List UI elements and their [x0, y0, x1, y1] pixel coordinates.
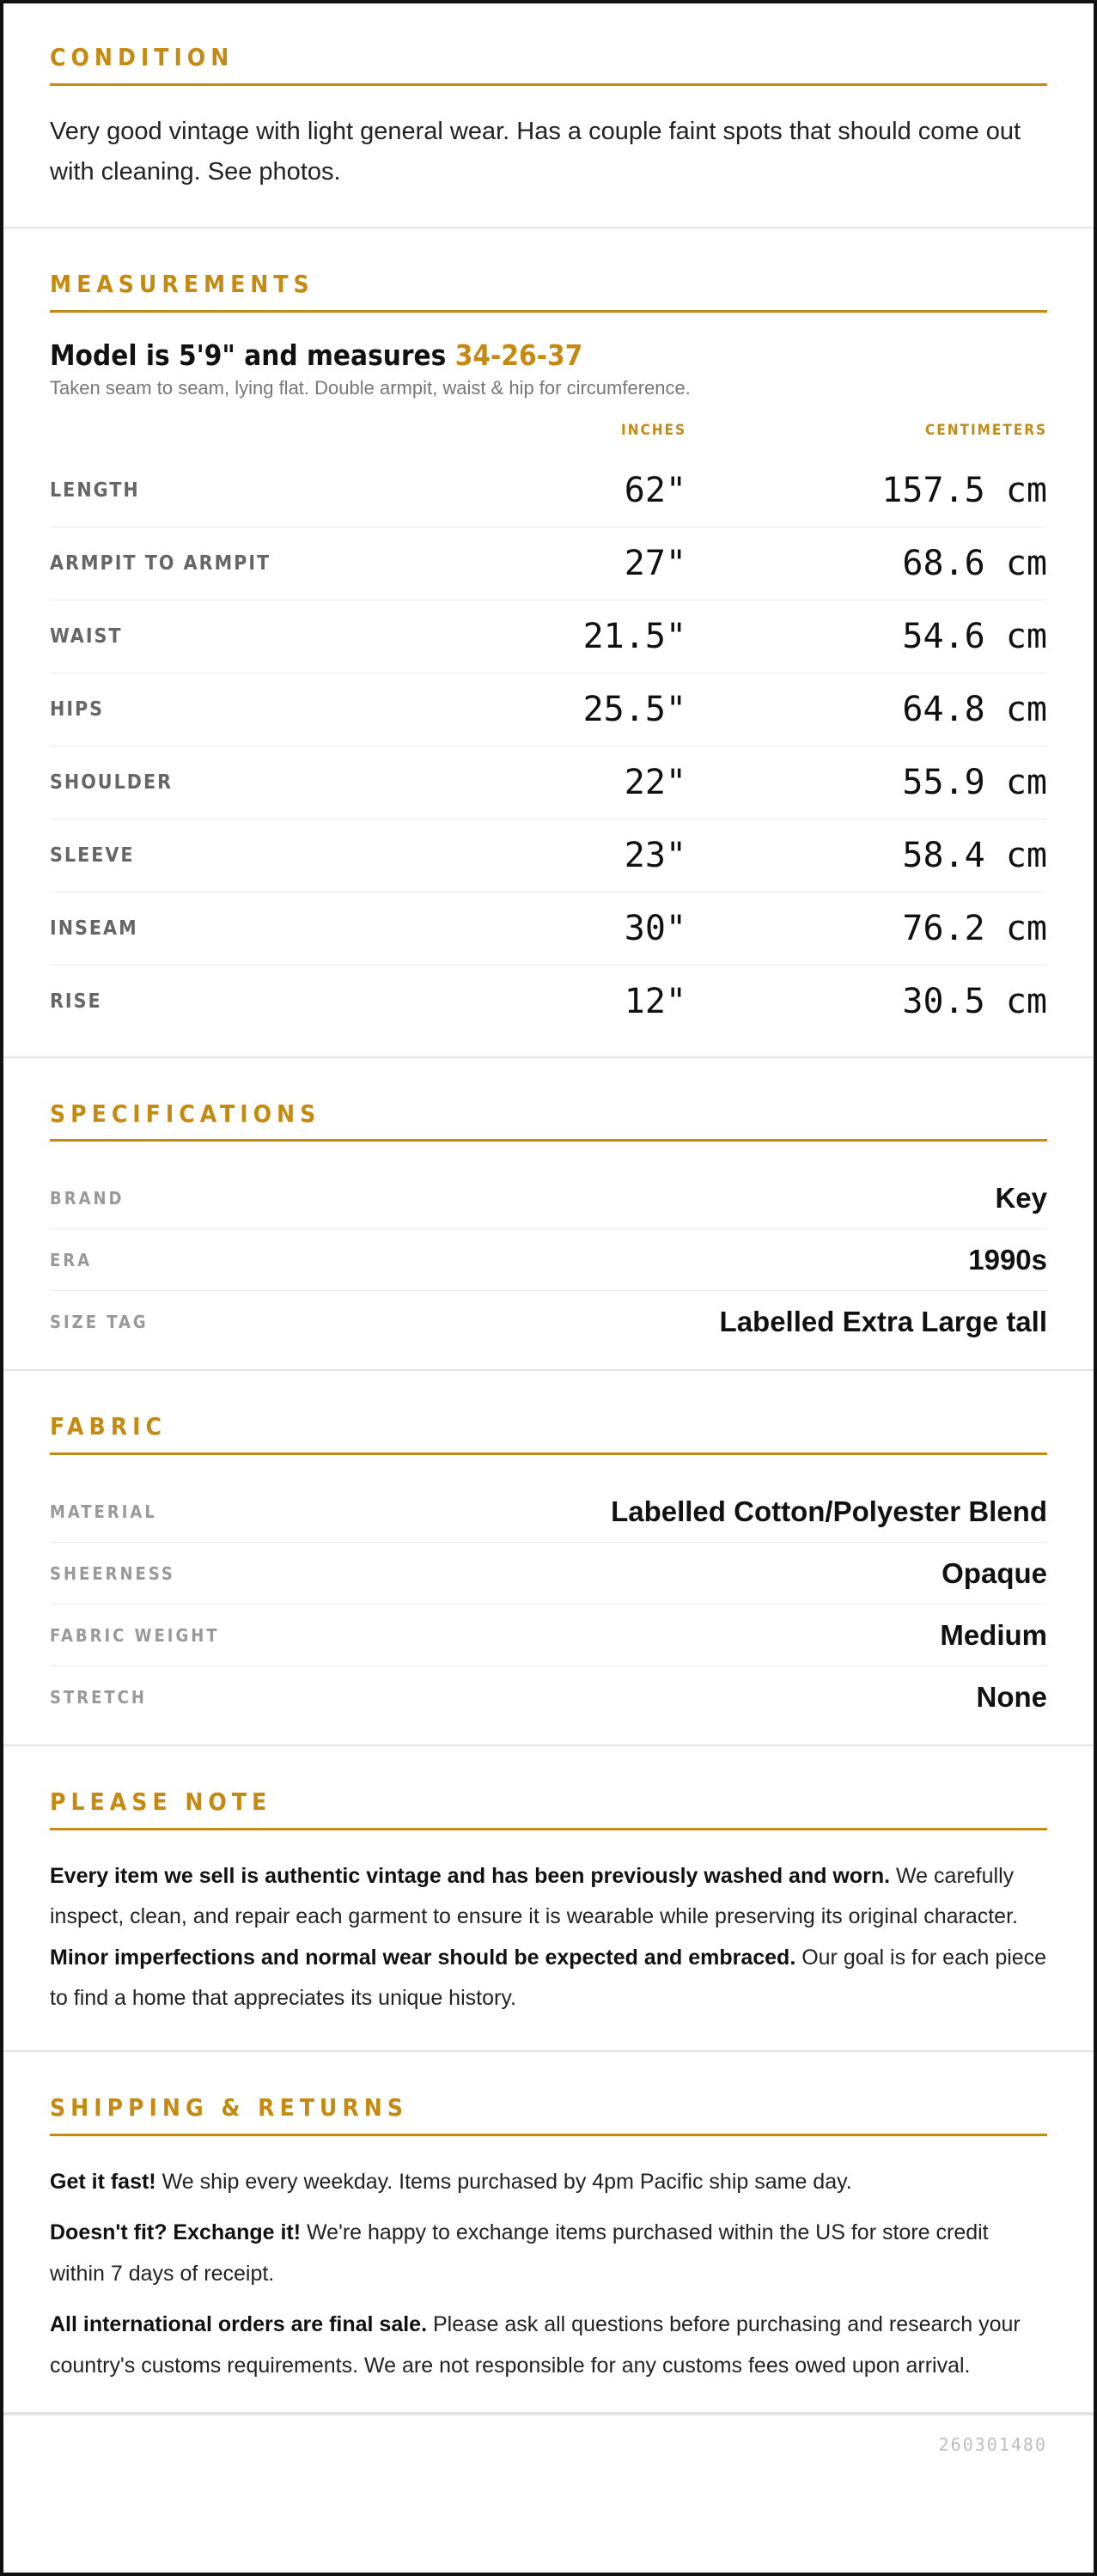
centimeters-column-header: CENTIMETERS: [925, 421, 1047, 439]
shipping-bold-1: Get it fast!: [50, 2169, 156, 2194]
measurement-row: [50, 965, 1047, 1038]
fabric-value: Labelled Cotton/Polyester Blend: [611, 1495, 1047, 1527]
measurement-label: SHOULDER: [50, 770, 174, 794]
measurement-row: [50, 454, 1047, 527]
measurement-cm: 64.8 cm: [902, 689, 1047, 729]
spec-key: BRAND: [50, 1187, 125, 1209]
spec-row: [50, 1291, 1047, 1352]
fabric-key: MATERIAL: [50, 1501, 157, 1522]
fabric-title: FABRIC: [50, 1414, 1047, 1455]
shipping-text-3: Please ask all questions before purchasing and research your country's customs requirements. We are not responsible for any customs fees owed upon arrival.: [50, 2312, 1021, 2378]
measurement-label: ARMPIT TO ARMPIT: [50, 551, 271, 575]
model-measures: 34-26-37: [454, 338, 583, 372]
please-note-section: [3, 1746, 1094, 2052]
shipping-text-2: We're happy to exchange items purchased within the US for store credit within 7 days of receipt.: [50, 2220, 989, 2286]
measurement-row: [50, 892, 1047, 965]
measurement-cm: 76.2 cm: [902, 908, 1047, 948]
spec-value: 1990s: [968, 1243, 1047, 1276]
fabric-section: [3, 1371, 1094, 1746]
measurement-label: LENGTH: [50, 478, 140, 502]
measurement-cm: 54.6 cm: [902, 616, 1047, 656]
spec-value: Key: [995, 1181, 1047, 1214]
please-note-title: PLEASE NOTE: [50, 1789, 1047, 1830]
measurement-cm: 58.4 cm: [902, 835, 1047, 875]
measurement-note: Taken seam to seam, lying flat. Double armpit, waist & hip for circumference.: [50, 376, 691, 399]
measurement-inches: 22": [624, 762, 686, 802]
measurement-cm: 157.5 cm: [881, 470, 1047, 510]
measurement-row: [50, 527, 1047, 600]
shipping-paragraph-3: [50, 2305, 1047, 2386]
spec-row: [50, 1167, 1047, 1229]
please-note-text: [50, 1856, 1047, 2019]
condition-section: [3, 3, 1094, 228]
measurement-inches: 12": [624, 981, 686, 1021]
model-prefix: Model is 5'9" and measures: [50, 338, 455, 372]
fabric-row: [50, 1605, 1047, 1666]
specifications-section: [3, 1058, 1094, 1372]
measurement-row: [50, 673, 1047, 746]
product-code: 260301480: [3, 2414, 1094, 2474]
fabric-value: Medium: [940, 1618, 1047, 1651]
measurement-table-header: [50, 422, 1047, 439]
shipping-bold-3: All international orders are final sale.: [50, 2312, 428, 2337]
measurement-label: INSEAM: [50, 917, 138, 940]
spec-key: ERA: [50, 1249, 93, 1270]
measurement-inches: 62": [624, 470, 686, 510]
measurement-inches: 30": [624, 908, 686, 948]
measurement-inches: 27": [624, 543, 686, 583]
measurements-title: MEASUREMENTS: [50, 271, 1047, 313]
measurement-inches: 25.5": [582, 689, 686, 729]
model-info: [50, 338, 1047, 372]
measurement-row: [50, 819, 1047, 892]
measurements-section: [3, 228, 1094, 1058]
measurement-inches: 23": [624, 835, 686, 875]
shipping-text-1: We ship every weekday. Items purchased by 4pm Pacific ship same day.: [155, 2169, 852, 2194]
measurement-cm: 68.6 cm: [902, 543, 1047, 583]
measurement-cm: 55.9 cm: [902, 762, 1047, 802]
fabric-list: [50, 1481, 1047, 1727]
specifications-title: SPECIFICATIONS: [50, 1101, 1047, 1142]
shipping-paragraph-1: [50, 2162, 1047, 2203]
note-bold-1: Every item we sell is authentic vintage and has been previously washed and worn.: [50, 1863, 891, 1888]
fabric-value: Opaque: [942, 1556, 1047, 1589]
condition-text: Very good vintage with light general wear. Has a couple faint spots that should come out with cleaning. See photos.: [50, 117, 1021, 186]
measurement-inches: 21.5": [582, 616, 686, 656]
measurement-cm: 30.5 cm: [902, 981, 1047, 1021]
shipping-section: [3, 2052, 1094, 2414]
condition-title: CONDITION: [50, 45, 1047, 86]
note-text-2: Our goal is for each piece to find a home that appreciates its unique history.: [50, 1945, 1047, 2011]
shipping-bold-2: Doesn't fit? Exchange it!: [50, 2220, 302, 2245]
spec-value: Labelled Extra Large tall: [719, 1305, 1047, 1337]
fabric-key: STRETCH: [50, 1686, 147, 1708]
fabric-key: SHEERNESS: [50, 1562, 175, 1584]
measurement-label: HIPS: [50, 697, 105, 721]
measurement-table: [50, 454, 1047, 1038]
shipping-title: SHIPPING & RETURNS: [50, 2095, 1047, 2136]
fabric-value: None: [976, 1680, 1047, 1713]
fabric-key: FABRIC WEIGHT: [50, 1624, 220, 1646]
note-text-1: We carefully inspect, clean, and repair each garment to ensure it is wearable while preserving its original character.: [50, 1863, 1018, 1929]
measurement-row: [50, 746, 1047, 819]
note-bold-2: Minor imperfections and normal wear should be expected and embraced.: [50, 1945, 796, 1970]
spec-row: [50, 1229, 1047, 1291]
measurement-label: WAIST: [50, 624, 123, 648]
inches-column-header: INCHES: [621, 421, 686, 439]
specifications-list: [50, 1167, 1047, 1352]
measurement-label: SLEEVE: [50, 843, 135, 867]
measurement-label: RISE: [50, 990, 102, 1013]
fabric-row: [50, 1666, 1047, 1727]
measurement-row: [50, 600, 1047, 673]
fabric-row: [50, 1543, 1047, 1605]
spec-key: SIZE TAG: [50, 1311, 149, 1332]
fabric-row: [50, 1481, 1047, 1543]
shipping-paragraph-2: [50, 2213, 1047, 2294]
